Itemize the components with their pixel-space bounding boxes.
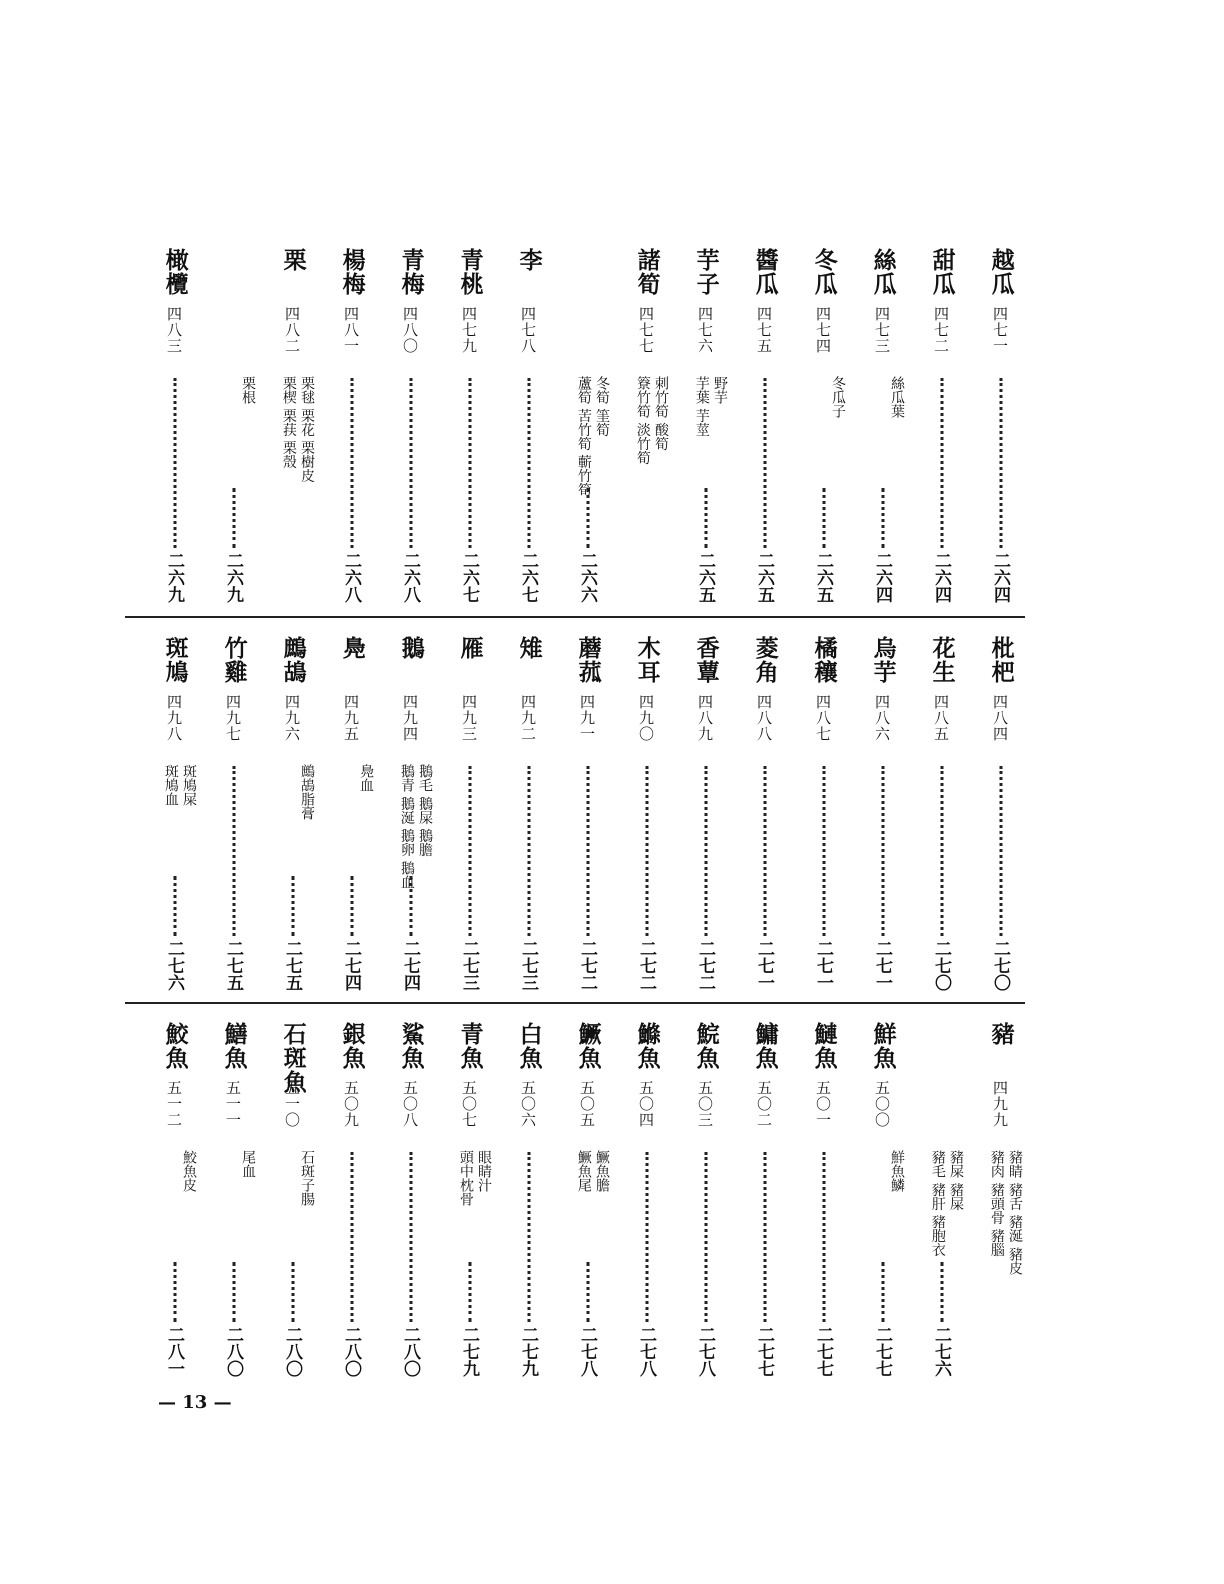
page-reference: 二八〇 (341, 1326, 361, 1377)
entry-number: 四九一 (578, 694, 596, 742)
sub-entries (829, 376, 847, 546)
index-entry (322, 636, 381, 991)
entry-number: 五〇二 (755, 1080, 773, 1128)
entry-name: 石斑魚 (279, 1022, 307, 1094)
index-entry (381, 248, 440, 603)
entry-name: 鰷魚 (633, 1022, 661, 1070)
entry-number: 四九八 (165, 694, 183, 742)
page-reference: 二七七 (813, 1326, 833, 1377)
page-reference: 二七八 (577, 1326, 597, 1377)
page-reference: 二七六 (164, 940, 184, 991)
entry-number: 五〇三 (696, 1080, 714, 1128)
entry-name: 香蕈 (692, 636, 720, 684)
entry-number: 四八七 (814, 694, 832, 742)
entry-number: 四七二 (932, 306, 950, 354)
sub-entry: 野芋 (712, 376, 728, 404)
leader-dots (291, 876, 294, 936)
sub-entry: 鮫魚皮 (181, 1150, 197, 1192)
entry-number: 四七六 (696, 306, 714, 354)
entry-name: 橘穰 (810, 636, 838, 684)
leader-dots (468, 378, 471, 548)
sub-entry: 鱖魚尾 (575, 1150, 592, 1192)
page-reference: 二七九 (459, 1326, 479, 1377)
entry-name: 青魚 (456, 1022, 484, 1070)
sub-entries (693, 376, 729, 546)
leader-dots (645, 1152, 648, 1322)
page-reference: 二七一 (872, 940, 892, 991)
index-entry (145, 636, 204, 991)
entry-number: 五〇八 (401, 1080, 419, 1128)
page-reference: 二七五 (223, 940, 243, 991)
band-divider (125, 1002, 1025, 1004)
leader-dots (704, 1152, 707, 1322)
page-reference: 二六九 (223, 552, 243, 603)
leader-dots (881, 1262, 884, 1322)
entry-name: 雉 (515, 636, 543, 660)
page-reference: 二六四 (931, 552, 951, 603)
entry-number: 五〇七 (460, 1080, 478, 1128)
leader-dots (350, 876, 353, 936)
entry-name: 鱖魚 (574, 1022, 602, 1070)
entry-name: 鮫魚 (161, 1022, 189, 1070)
sub-entries (298, 764, 316, 934)
index-entry (440, 1022, 499, 1377)
page-reference: 二七八 (636, 1326, 656, 1377)
entry-number: 五一一 (224, 1080, 242, 1128)
entry-name: 豬 (987, 1022, 1015, 1046)
sub-entry: 冬筍 筀筍 (594, 376, 610, 437)
sub-entries (575, 376, 611, 546)
entry-name: 銀魚 (338, 1022, 366, 1070)
leader-dots (173, 378, 176, 548)
index-entry (145, 248, 204, 603)
page-reference: 二七四 (341, 940, 361, 991)
entry-number: 五一〇 (283, 1080, 301, 1128)
page-reference: 二六九 (164, 552, 184, 603)
page-reference: 二七九 (518, 1326, 538, 1377)
sub-entry: 鳧血 (358, 764, 374, 792)
entry-name: 鮮魚 (869, 1022, 897, 1070)
index-entry (204, 1022, 263, 1377)
leader-dots (527, 766, 530, 936)
entry-number: 四九〇 (637, 694, 655, 742)
entry-name: 楊梅 (338, 248, 366, 296)
entry-name: 絲瓜 (869, 248, 897, 296)
index-entry (322, 248, 381, 603)
sub-entry: 豬肉 豬頭骨 豬腦 (988, 1150, 1005, 1257)
entry-number: 四八五 (932, 694, 950, 742)
leader-dots (350, 1152, 353, 1322)
entry-number: 四七一 (991, 306, 1009, 354)
sub-entries (398, 764, 434, 934)
entry-number: 四七五 (755, 306, 773, 354)
sub-entries (239, 1150, 257, 1320)
index-entry (735, 1022, 794, 1377)
index-band-1 (140, 248, 1030, 603)
sub-entries (298, 1150, 316, 1320)
entry-number: 五〇四 (637, 1080, 655, 1128)
index-band-3 (140, 1022, 1030, 1377)
entry-number: 四八一 (342, 306, 360, 354)
entry-name: 白魚 (515, 1022, 543, 1070)
sub-entry: 豬毛 豬肝 豬胞衣 (929, 1150, 946, 1257)
entry-name: 鳧 (338, 636, 366, 660)
index-entry (263, 248, 322, 603)
page-reference: 二七七 (872, 1326, 892, 1377)
page-reference: 二七八 (695, 1326, 715, 1377)
sub-entries (575, 1150, 611, 1320)
index-entry (263, 636, 322, 991)
entry-name: 栗 (279, 248, 307, 272)
page-reference: 二七五 (282, 940, 302, 991)
page-reference: 二七三 (459, 940, 479, 991)
leader-dots (940, 1262, 943, 1322)
leader-dots (409, 1152, 412, 1322)
index-entry (204, 636, 263, 991)
entry-number: 五〇五 (578, 1080, 596, 1128)
index-entry (263, 1022, 322, 1377)
index-entry (440, 248, 499, 603)
entry-number: 四八二 (283, 306, 301, 354)
index-entry (676, 248, 735, 603)
page-reference: 二七三 (518, 940, 538, 991)
index-entry (853, 1022, 912, 1377)
sub-entry: 眼睛汁 (476, 1150, 492, 1192)
entry-number: 五〇六 (519, 1080, 537, 1128)
sub-entry: 冬瓜子 (830, 376, 846, 418)
index-band-2 (140, 636, 1030, 991)
page-reference: 二六七 (459, 552, 479, 603)
entry-name: 鯊魚 (397, 1022, 425, 1070)
leader-dots (232, 766, 235, 936)
index-entry (676, 1022, 735, 1377)
sub-entries (357, 764, 375, 934)
sub-entries (180, 1150, 198, 1320)
leader-dots (232, 1262, 235, 1322)
leader-dots (822, 488, 825, 548)
entry-name: 蘑菰 (574, 636, 602, 684)
entry-name: 烏芋 (869, 636, 897, 684)
index-entry (204, 248, 263, 603)
entry-number: 四七四 (814, 306, 832, 354)
sub-entries (988, 1150, 1024, 1320)
leader-dots (586, 766, 589, 936)
sub-entry: 鵝毛 鵝屎 鵝膽 (417, 764, 433, 857)
page-reference: 二六八 (400, 552, 420, 603)
entry-number: 四九七 (224, 694, 242, 742)
sub-entries (162, 764, 198, 934)
sub-entry: 豬睛 豬舌 豬涎 豬皮 (1007, 1150, 1023, 1276)
entry-name: 冬瓜 (810, 248, 838, 296)
leader-dots (232, 488, 235, 548)
leader-dots (645, 766, 648, 936)
entry-name: 醬瓜 (751, 248, 779, 296)
index-entry (912, 636, 971, 991)
entry-name: 木耳 (633, 636, 661, 684)
leader-dots (409, 378, 412, 548)
index-entry (971, 1022, 1030, 1377)
page-reference: 二六六 (577, 552, 597, 603)
index-entry (971, 248, 1030, 603)
sub-entry: 絲瓜葉 (889, 376, 905, 418)
leader-dots (763, 378, 766, 548)
page-reference: 二六四 (872, 552, 892, 603)
entry-name: 橄欖 (161, 248, 189, 296)
sub-entry: 鵝青 鵝涎 鵝卵 鵝血 (398, 764, 415, 890)
sub-entry: 栗根 (240, 376, 256, 404)
index-entry (617, 248, 676, 603)
leader-dots (350, 378, 353, 548)
sub-entry: 栗毬 栗花 栗樹皮 (299, 376, 315, 483)
index-entry (499, 1022, 558, 1377)
sub-entry: 頭中枕骨 (457, 1150, 474, 1206)
page-reference: 二八一 (164, 1326, 184, 1377)
entry-name: 越瓜 (987, 248, 1015, 296)
sub-entry: 石斑子腸 (299, 1150, 315, 1206)
index-entry (971, 636, 1030, 991)
sub-entry: 豬屎 豬屎 (948, 1150, 964, 1211)
entry-name: 李 (515, 248, 543, 272)
entry-name: 花生 (928, 636, 956, 684)
sub-entry: 鱖魚膽 (594, 1150, 610, 1192)
page-reference: 二七二 (577, 940, 597, 991)
band-divider (125, 616, 1025, 618)
leader-dots (763, 766, 766, 936)
entry-name: 鷓鴣 (279, 636, 307, 684)
sub-entry: 簝竹筍 淡竹筍 (634, 376, 651, 465)
leader-dots (822, 1152, 825, 1322)
page-reference: 二七〇 (990, 940, 1010, 991)
sub-entry: 斑鳩屎 (181, 764, 197, 806)
entry-name: 竹雞 (220, 636, 248, 684)
leader-dots (586, 488, 589, 548)
page-reference: 二六五 (813, 552, 833, 603)
page-number: — 13 — (158, 1392, 232, 1413)
entry-name: 鰱魚 (810, 1022, 838, 1070)
page-reference: 二七一 (813, 940, 833, 991)
entry-name: 芋子 (692, 248, 720, 296)
leader-dots (409, 876, 412, 936)
index-entry (794, 248, 853, 603)
index-entry (735, 248, 794, 603)
index-entry (735, 636, 794, 991)
page-reference: 二六五 (695, 552, 715, 603)
entry-name: 鯇魚 (692, 1022, 720, 1070)
page-reference: 二六八 (341, 552, 361, 603)
entry-number: 四九三 (460, 694, 478, 742)
page-reference: 二七二 (695, 940, 715, 991)
entry-name: 鱅魚 (751, 1022, 779, 1070)
leader-dots (704, 488, 707, 548)
page-reference: 二七二 (636, 940, 656, 991)
sub-entries (239, 376, 257, 546)
leader-dots (999, 766, 1002, 936)
entry-name: 鱔魚 (220, 1022, 248, 1070)
sub-entries (888, 1150, 906, 1320)
sub-entry: 刺竹筍 酸筍 (653, 376, 669, 451)
index-entry (853, 248, 912, 603)
entry-number: 五〇九 (342, 1080, 360, 1128)
entry-number: 五一二 (165, 1080, 183, 1128)
leader-dots (291, 1262, 294, 1322)
leader-dots (527, 1152, 530, 1322)
sub-entries (929, 1150, 965, 1320)
entry-number: 四七九 (460, 306, 478, 354)
sub-entry: 栗楔 栗荴 栗殼 (280, 376, 297, 469)
index-entry (381, 1022, 440, 1377)
index-entry (617, 1022, 676, 1377)
entry-number: 四九九 (991, 1080, 1009, 1128)
index-entry (558, 248, 617, 603)
entry-number: 四八六 (873, 694, 891, 742)
entry-number: 四九二 (519, 694, 537, 742)
leader-dots (881, 488, 884, 548)
entry-name: 青梅 (397, 248, 425, 296)
entry-name: 青桃 (456, 248, 484, 296)
entry-number: 四七三 (873, 306, 891, 354)
index-entry (381, 636, 440, 991)
leader-dots (822, 766, 825, 936)
entry-number: 五〇一 (814, 1080, 832, 1128)
leader-dots (173, 876, 176, 936)
page-reference: 二七〇 (931, 940, 951, 991)
index-entry (617, 636, 676, 991)
page-reference: 二六七 (518, 552, 538, 603)
index-entry (853, 636, 912, 991)
index-entry (499, 248, 558, 603)
page-reference: 二八〇 (400, 1326, 420, 1377)
entry-name: 雁 (456, 636, 484, 660)
leader-dots (468, 1262, 471, 1322)
leader-dots (704, 766, 707, 936)
entry-name: 枇杷 (987, 636, 1015, 684)
index-entry (794, 1022, 853, 1377)
sub-entries (280, 376, 316, 546)
entry-number: 四八〇 (401, 306, 419, 354)
leader-dots (881, 766, 884, 936)
index-entry (912, 248, 971, 603)
index-entry (558, 1022, 617, 1377)
sub-entry: 鮮魚鱗 (889, 1150, 905, 1192)
entry-name: 甜瓜 (928, 248, 956, 296)
page-reference: 二七一 (754, 940, 774, 991)
sub-entries (457, 1150, 493, 1320)
sub-entry: 蘆筍 苦竹筍 蘄竹筍 (575, 376, 592, 497)
page-reference: 二六五 (754, 552, 774, 603)
page-reference: 二八〇 (282, 1326, 302, 1377)
sub-entry: 斑鳩血 (162, 764, 179, 806)
entry-name: 諸筍 (633, 248, 661, 296)
index-entry (322, 1022, 381, 1377)
leader-dots (763, 1152, 766, 1322)
leader-dots (173, 1262, 176, 1322)
entry-number: 五〇〇 (873, 1080, 891, 1128)
entry-number: 四八九 (696, 694, 714, 742)
sub-entry: 尾血 (240, 1150, 256, 1178)
entry-number: 四七七 (637, 306, 655, 354)
index-entry (794, 636, 853, 991)
entry-name: 菱角 (751, 636, 779, 684)
leader-dots (940, 378, 943, 548)
page-reference: 二六四 (990, 552, 1010, 603)
index-entry (440, 636, 499, 991)
index-entry (912, 1022, 971, 1377)
leader-dots (527, 378, 530, 548)
entry-number: 四八三 (165, 306, 183, 354)
entry-number: 四八四 (991, 694, 1009, 742)
leader-dots (586, 1262, 589, 1322)
leader-dots (468, 766, 471, 936)
entry-number: 四九五 (342, 694, 360, 742)
sub-entries (888, 376, 906, 546)
page-reference: 二七六 (931, 1326, 951, 1377)
sub-entry: 芋葉 芋莖 (693, 376, 710, 437)
index-entry (499, 636, 558, 991)
page-reference: 二七七 (754, 1326, 774, 1377)
page-reference: 二七四 (400, 940, 420, 991)
index-entry (558, 636, 617, 991)
page-reference: 二八〇 (223, 1326, 243, 1377)
entry-number: 四八八 (755, 694, 773, 742)
sub-entries (634, 376, 670, 546)
sub-entry: 鷓鴣脂膏 (299, 764, 315, 820)
index-entry (145, 1022, 204, 1377)
leader-dots (999, 378, 1002, 548)
entry-number: 四九六 (283, 694, 301, 742)
entry-name: 斑鳩 (161, 636, 189, 684)
index-entry (676, 636, 735, 991)
entry-number: 四七八 (519, 306, 537, 354)
leader-dots (940, 766, 943, 936)
entry-number: 四九四 (401, 694, 419, 742)
entry-name: 鵝 (397, 636, 425, 660)
